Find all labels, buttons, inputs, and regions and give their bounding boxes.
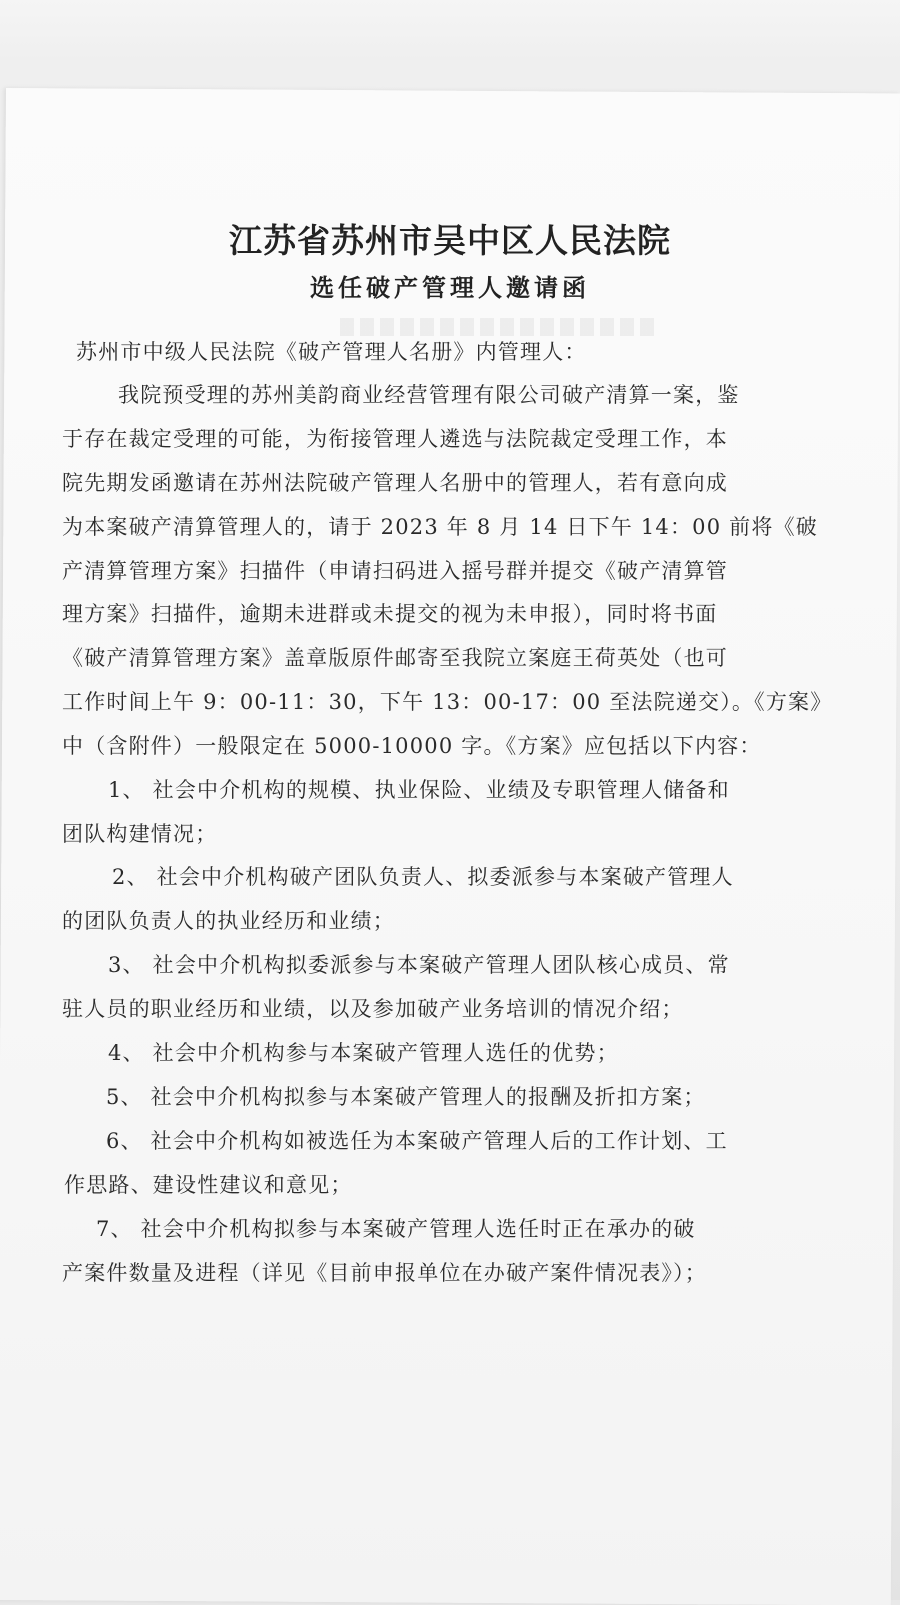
list-item-3-line: 3、 社会中介机构拟委派参与本案破产管理人团队核心成员、常 [108, 953, 730, 977]
list-item-1-line: 1、 社会中介机构的规模、执业保险、业绩及专职管理人储备和 [108, 778, 730, 802]
list-item-7-continuation: 产案件数量及进程（详见《目前申报单位在办破产案件情况表》）； [62, 1261, 707, 1285]
body-line: 我院预受理的苏州美韵商业经营管理有限公司破产清算一案，鉴 [118, 383, 740, 407]
list-item-2-continuation: 的团队负责人的执业经历和业绩； [62, 909, 395, 933]
body-line: 于存在裁定受理的可能，为衔接管理人遴选与法院裁定受理工作，本 [62, 427, 728, 451]
salutation-line: 苏州市中级人民法院《破产管理人名册》内管理人： [76, 340, 587, 364]
show-through-text [340, 318, 660, 336]
list-item-3-continuation: 驻人员的职业经历和业绩，以及参加破产业务培训的情况介绍； [62, 997, 684, 1021]
body-line: 理方案》扫描件，逾期未进群或未提交的视为未申报），同时将书面 [62, 602, 718, 626]
body-line: 《破产清算管理方案》盖章版原件邮寄至我院立案庭王荷英处（也可 [62, 646, 728, 670]
body-line: 为本案破产清算管理人的，请于 2023 年 8 月 14 日下午 14：00 前将《破 [62, 515, 818, 539]
list-item-2-line: 2、 社会中介机构破产团队负责人、拟委派参与本案破产管理人 [112, 865, 734, 889]
list-item-6-line: 6、 社会中介机构如被选任为本案破产管理人后的工作计划、工 [106, 1129, 728, 1153]
body-line: 院先期发函邀请在苏州法院破产管理人名册中的管理人，若有意向成 [62, 471, 728, 495]
list-item-6-continuation: 作思路、建设性建议和意见； [64, 1173, 353, 1197]
list-item-4-line: 4、 社会中介机构参与本案破产管理人选任的优势； [108, 1041, 619, 1065]
body-line: 工作时间上午 9：00-11：30，下午 13：00-17：00 至法院递交）。《方案》 [62, 690, 833, 714]
list-item-1-continuation: 团队构建情况； [62, 822, 218, 846]
list-item-5-line: 5、 社会中介机构拟参与本案破产管理人的报酬及折扣方案； [106, 1085, 706, 1109]
body-line: 中（含附件）一般限定在 5000-10000 字。《方案》应包括以下内容： [62, 734, 762, 758]
letter-subtitle: 选任破产管理人邀请函 [310, 273, 590, 302]
list-item-7-line: 7、 社会中介机构拟参与本案破产管理人选任时正在承办的破 [96, 1217, 696, 1241]
body-line: 产清算管理方案》扫描件（申请扫码进入摇号群并提交《破产清算管 [62, 559, 728, 583]
court-title: 江苏省苏州市吴中区人民法院 [229, 221, 671, 260]
